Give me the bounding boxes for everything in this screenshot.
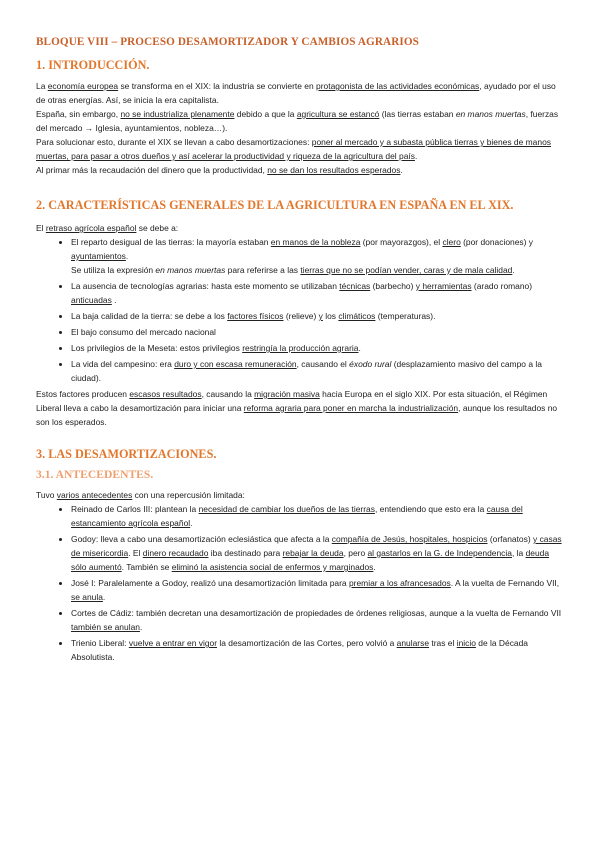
list-item: • El bajo consumo del mercado nacional	[71, 325, 564, 339]
underlined-text: también se anulan	[71, 622, 140, 632]
text: la desamortización de las Cortes, pero volvió a	[217, 638, 397, 648]
underlined-text: y casas de misericordia	[71, 534, 562, 558]
underlined-text: varios antecedentes	[56, 490, 133, 500]
text: para referirse a las	[225, 265, 301, 275]
text: La ausencia de tecnologías agrarias: hasta este momento se utilizaban	[71, 281, 340, 291]
text: (las tierras estaban	[379, 109, 456, 119]
s1-paragraph-3	[36, 135, 564, 163]
underlined-text: vuelve a entrar en vigor	[128, 638, 218, 648]
section-3-heading: 3. LAS DESAMORTIZACIONES.	[36, 447, 217, 461]
underlined-text: premiar a los afrancesados	[348, 578, 451, 588]
text: , pero	[343, 548, 368, 558]
underlined-text: en manos de la nobleza	[270, 237, 361, 247]
text: Tuvo	[36, 490, 57, 500]
list-item	[71, 279, 564, 307]
italic-text: en manos muertas	[155, 265, 226, 275]
text: , causando el	[296, 359, 350, 369]
text: La baja calidad de la tierra: se debe a los	[71, 311, 228, 321]
underlined-text: rebajar la deuda	[282, 548, 344, 558]
underlined-text: inicio	[456, 638, 476, 648]
underlined-text: ayuntamientos	[71, 251, 126, 261]
s2-paragraph	[36, 387, 564, 429]
text: (por mayorazgos), el	[360, 237, 443, 247]
text: . El	[128, 548, 143, 558]
text: .	[358, 343, 361, 353]
text: los	[322, 311, 339, 321]
text: se debe a:	[136, 223, 179, 233]
underlined-text: anularse	[396, 638, 430, 648]
text: (por donaciones) y	[460, 237, 533, 247]
text: El	[36, 223, 46, 233]
text: España, sin embargo,	[36, 109, 121, 119]
document-title: BLOQUE VIII – PROCESO DESAMORTIZADOR Y CAMBIOS AGRARIOS	[36, 36, 419, 48]
underlined-text: economía europea	[47, 81, 119, 91]
text: , fuerzas del mercado → Iglesia, ayuntamientos, nobleza…).	[36, 109, 559, 133]
text: (arado romano)	[471, 281, 533, 291]
underlined-text: necesidad de cambiar los dueños de las tierras	[198, 504, 375, 514]
text: de la Década Absolutista.	[71, 638, 529, 662]
document-page	[36, 36, 564, 666]
text: La	[36, 81, 48, 91]
list-item	[71, 576, 564, 604]
text: Estos factores producen	[36, 389, 130, 399]
subsection-3-1-heading: 3.1. ANTECEDENTES.	[36, 468, 154, 481]
text: , ayudado por el uso de otras energías. Así, se inicia la era capitalista.	[36, 81, 556, 105]
s3-bullet-list	[36, 502, 564, 664]
list-item	[71, 309, 564, 323]
text: . A la vuelta de Fernando VII,	[450, 578, 560, 588]
underlined-text: climáticos	[338, 311, 376, 321]
list-item	[71, 532, 564, 574]
underlined-text: tierras que no se podían vender, caras y de mala calidad	[300, 265, 513, 275]
s1-paragraph-4	[36, 163, 564, 177]
underlined-text: retraso agrícola español	[45, 223, 137, 233]
text: con una repercusión limitada:	[132, 490, 245, 500]
underlined-text: y herramientas	[415, 281, 472, 291]
underlined-text: duro y con escasa remuneración	[174, 359, 297, 369]
section-2-heading: 2. CARACTERÍSTICAS GENERALES DE LA AGRICULTURA EN ESPAÑA EN EL XIX.	[36, 198, 514, 212]
text: tras el	[429, 638, 457, 648]
italic-text: éxodo rural	[349, 359, 392, 369]
text: .	[125, 251, 129, 261]
text: Godoy: lleva a cabo una desamortización eclesiástica que afecta a la	[71, 534, 332, 544]
underlined-text: se anula	[71, 592, 103, 602]
underlined-text: factores físicos	[227, 311, 284, 321]
underlined-text: al gastarlos en la G. de Independencia	[367, 548, 512, 558]
underlined-text: agricultura se estancó	[296, 109, 380, 119]
text: .	[102, 592, 106, 602]
text: Para solucionar esto, durante el XIX se llevan a cabo desamortizaciones:	[36, 137, 312, 147]
text: (desplazamiento masivo del campo a la ciudad).	[71, 359, 542, 383]
text: .	[400, 165, 403, 175]
underlined-text: y	[318, 311, 323, 321]
text: , causando la	[201, 389, 255, 399]
underlined-text: causa del estancamiento agrícola español	[71, 504, 523, 528]
text: .	[414, 151, 418, 161]
text: El reparto desigual de las tierras: la mayoría estaban	[71, 237, 271, 247]
text: Cortes de Cádiz: también decretan una desamortización de propiedades de órdenes religiosas, aunque a la vuelta de Fernando VII	[71, 608, 562, 618]
text: , aunque los resultados no son los esperados.	[36, 403, 558, 427]
s2-intro	[36, 221, 564, 235]
underlined-text: poner al mercado y a subasta pública tierras y bienes de manos muertas, para pasar a otros dueños y así acelerar la productividad y riqueza de la agricultura del país	[36, 137, 551, 161]
text: .	[139, 622, 143, 632]
text: José I: Paralelamente a Godoy, realizó una desamortización limitada para	[71, 578, 349, 588]
text: Se utiliza la expresión	[71, 265, 156, 275]
underlined-text: migración masiva	[254, 389, 320, 399]
text: debido a que la	[234, 109, 297, 119]
text: (temperaturas).	[375, 311, 436, 321]
text: .	[512, 265, 515, 275]
text: . También se	[121, 562, 172, 572]
text: Los privilegios de la Meseta: estos privilegios	[71, 343, 243, 353]
underlined-text: no se industrializa plenamente	[120, 109, 235, 119]
s1-paragraph-2	[36, 107, 564, 135]
text: (relieve)	[283, 311, 319, 321]
underlined-text: reforma agraria para poner en marcha la industrialización	[243, 403, 459, 413]
list-item-subtext	[71, 263, 564, 277]
underlined-text: dinero recaudado	[142, 548, 209, 558]
underlined-text: anticuadas	[71, 295, 112, 305]
s3-intro	[36, 488, 564, 502]
text: (barbecho)	[370, 281, 416, 291]
text: Reinado de Carlos III: plantean la	[71, 504, 199, 514]
underlined-text: clero	[442, 237, 461, 247]
text: La vida del campesino: era	[71, 359, 175, 369]
text: , entendiendo que esto era la	[374, 504, 487, 514]
text: iba destinado para	[208, 548, 283, 558]
underlined-text: escasos resultados	[129, 389, 202, 399]
list-item	[71, 636, 564, 664]
underlined-text: técnicas	[339, 281, 371, 291]
underlined-text: protagonista de las actividades económicas	[316, 81, 480, 91]
text: , la	[511, 548, 526, 558]
s1-paragraph-1	[36, 79, 564, 107]
underlined-text: eliminó la asistencia social de enfermos y marginados	[171, 562, 374, 572]
underlined-text: deuda sólo aumentó	[71, 548, 550, 572]
list-item	[71, 502, 564, 530]
underlined-text: no se dan los resultados esperados	[267, 165, 401, 175]
list-item	[71, 341, 564, 355]
list-item	[71, 235, 564, 277]
text: .	[111, 295, 117, 305]
underlined-text: compañía de Jesús, hospitales, hospicios	[331, 534, 488, 544]
text: Al primar más la recaudación del dinero que la productividad,	[36, 165, 268, 175]
text: hacia Europa en el siglo XIX. Por esta situación, el Régimen Liberal lleva a cabo la desamortización para iniciar una	[36, 389, 548, 413]
section-1-heading: 1. INTRODUCCIÓN.	[36, 58, 150, 72]
s2-bullet-list	[36, 235, 564, 385]
text: se transforma en el XIX: la industria se convierte en	[118, 81, 317, 91]
text: Trienio Liberal:	[71, 638, 129, 648]
underlined-text: restringía la producción agraria	[242, 343, 359, 353]
italic-text: en manos muertas	[455, 109, 526, 119]
list-item	[71, 606, 564, 634]
text: (orfanatos)	[487, 534, 533, 544]
text: .	[190, 518, 193, 528]
list-item	[71, 357, 564, 385]
text: .	[373, 562, 376, 572]
